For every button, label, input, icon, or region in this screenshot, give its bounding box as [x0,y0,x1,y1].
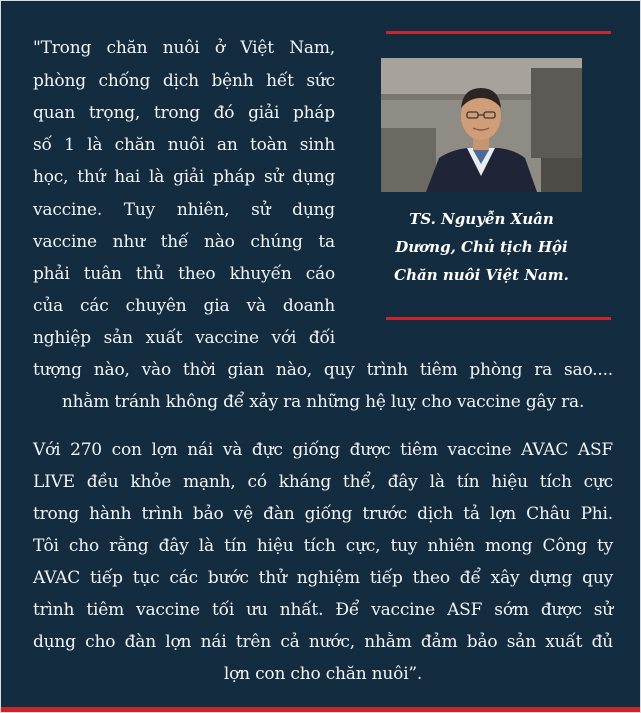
paragraph-line: dụng cho đàn lợn nái trên cả nước, nhằm đảm bảo sản xuất đủ [33,632,613,652]
quote-line: quan trọng, trong đó giải pháp [33,103,335,123]
paragraph-line: Tôi cho rằng đây là tín hiệu tích cực, tuy nhiên mong Công ty [33,536,613,556]
top-accent-rule [386,31,611,34]
quote-line: "Trong chăn nuôi ở Việt Nam, [33,38,335,58]
paragraph-line: LIVE đều khỏe mạnh, có kháng thể, đây là tín hiệu tích cực [33,472,613,492]
paragraph-line: Với 270 con lợn nái và đực giống được tiêm vaccine AVAC ASF [33,440,613,460]
quote-line: số 1 là chăn nuôi an toàn sinh [33,135,335,155]
paragraph-line: lợn con cho chăn nuôi”. [223,664,423,684]
paragraph-line: trình tiêm vaccine tối ưu nhất. Để vaccine ASF sớm được sử [33,600,613,620]
quote-line: nhằm tránh không để xảy ra những hệ luỵ cho vaccine gây ra. [61,392,585,412]
caption-line: Chăn nuôi Việt Nam. [394,266,569,284]
quote-line: học, thứ hai là giải pháp sử dụng [33,167,335,187]
quote-line: vaccine. Tuy nhiên, sử dụng [33,200,335,220]
quote-line: tượng nào, vào thời gian nào, quy trình tiêm phòng ra sao.... [33,360,613,380]
caption-line: Dương, Chủ tịch Hội [395,238,568,256]
portrait-photo [381,58,582,192]
bottom-accent-rule [1,707,641,713]
photo-caption [381,205,582,289]
quote-line: phòng chống dịch bệnh hết sức [33,71,335,91]
paragraph-line: AVAC tiếp tục các bước thử nghiệm tiếp theo để xây dựng quy [33,568,613,588]
portrait-illustration [381,58,582,192]
middle-accent-rule [386,317,611,320]
quote-line: vaccine như thế nào chúng ta [33,232,335,252]
paragraph-line: trong hành trình bảo vệ đàn giống trước dịch tả lợn Châu Phi. [33,504,613,524]
quote-line: của các chuyên gia và doanh [33,296,335,316]
caption-line: TS. Nguyễn Xuân [409,210,554,228]
quote-line: phải tuân thủ theo khuyến cáo [33,264,335,284]
quote-line: nghiệp sản xuất vaccine với đối [33,328,335,348]
